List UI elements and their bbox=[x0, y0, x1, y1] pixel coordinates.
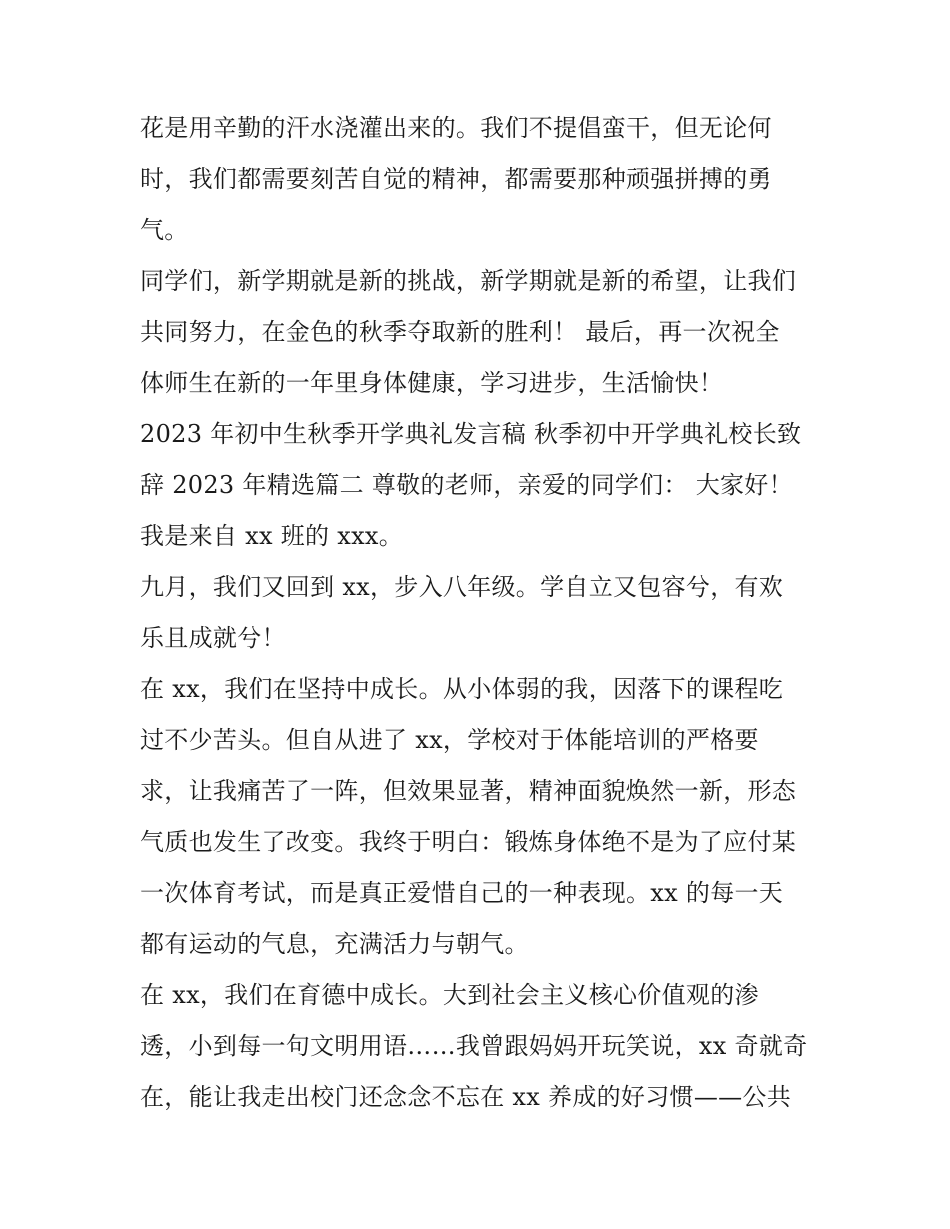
text-line: 在 xx，我们在育德中成长。大到社会主义核心价值观的渗 bbox=[140, 981, 759, 1009]
text-line: 九月，我们又回到 xx，步入八年级。学自立又包容兮，有欢 bbox=[140, 573, 784, 601]
text-line: 气质也发生了改变。我终于明白：锻炼身体绝不是为了应付某 bbox=[140, 828, 797, 856]
text-line: 都有运动的气息，充满活力与朝气。 bbox=[140, 930, 529, 958]
text-line: 花是用辛勤的汗水浇灌出来的。我们不提倡蛮干，但无论何 bbox=[140, 114, 772, 142]
text-line: 共同努力，在金色的秋季夺取新的胜利！ 最后，再一次祝全 bbox=[140, 318, 780, 346]
text-line: 一次体育考试，而是真正爱惜自己的一种表现。xx 的每一天 bbox=[140, 879, 784, 907]
text-line: 辞 2023 年精选篇二 尊敬的老师，亲爱的同学们： 大家好！ bbox=[140, 471, 793, 499]
document-body bbox=[140, 108, 830, 1128]
text-line: 体师生在新的一年里身体健康，学习进步，生活愉快！ bbox=[140, 369, 724, 397]
text-line: 气。 bbox=[140, 216, 189, 244]
text-line: 透，小到每一句文明用语……我曾跟妈妈开玩笑说，xx 奇就奇 bbox=[140, 1032, 808, 1060]
text-line: 我是来自 xx 班的 xxx。 bbox=[140, 522, 404, 550]
text-line: 在 xx，我们在坚持中成长。从小体弱的我，因落下的课程吃 bbox=[140, 675, 784, 703]
text-line: 在，能让我走出校门还念念不忘在 xx 养成的好习惯——公共 bbox=[140, 1083, 792, 1111]
text-line: 2023 年初中生秋季开学典礼发言稿 秋季初中开学典礼校长致 bbox=[140, 420, 802, 448]
text-line: 同学们，新学期就是新的挑战，新学期就是新的希望，让我们 bbox=[140, 267, 797, 295]
text-line: 过不少苦头。但自从进了 xx，学校对于体能培训的严格要 bbox=[140, 726, 759, 754]
text-line: 乐且成就兮！ bbox=[140, 624, 286, 652]
text-line: 时，我们都需要刻苦自觉的精神，都需要那种顽强拼搏的勇 bbox=[140, 165, 772, 193]
text-line: 求，让我痛苦了一阵，但效果显著，精神面貌焕然一新，形态 bbox=[140, 777, 797, 805]
